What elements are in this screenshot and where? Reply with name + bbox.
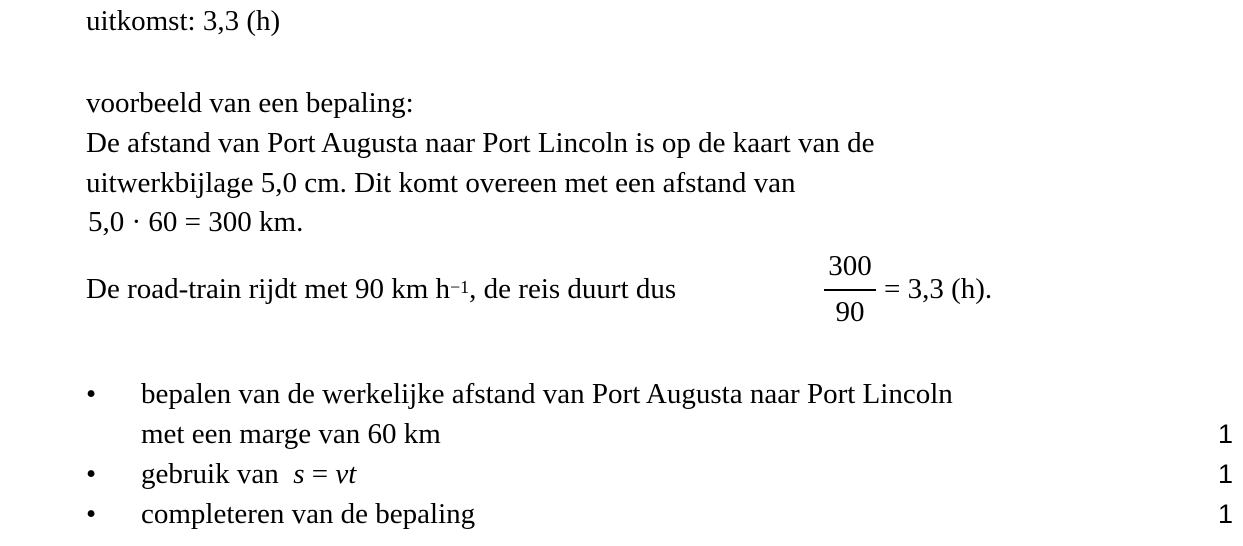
time-result: = 3,3 (h). bbox=[884, 273, 993, 305]
bullet-2: • bbox=[86, 458, 97, 490]
criterion-1-line-2: met een marge van 60 km bbox=[141, 418, 441, 450]
criterion-2-prefix: gebruik van bbox=[141, 458, 279, 490]
criterion-2-points: 1 bbox=[1217, 459, 1233, 489]
criterion-2 bbox=[141, 457, 356, 491]
criterion-1-points: 1 bbox=[1217, 419, 1233, 449]
criterion-3-points: 1 bbox=[1217, 499, 1233, 529]
example-text-line-1: De afstand van Port Augusta naar Port Lincoln is op de kaart van de bbox=[86, 127, 875, 159]
time-fraction bbox=[822, 249, 878, 333]
bullet-1: • bbox=[86, 378, 97, 410]
formula-equals: = bbox=[304, 458, 336, 490]
example-heading: voorbeeld van een bepaling: bbox=[86, 87, 414, 119]
formula-s: s bbox=[293, 458, 305, 490]
criterion-3: completeren van de bepaling bbox=[141, 498, 476, 530]
criterion-1-line-1: bepalen van de werkelijke afstand van Port Augusta naar Port Lincoln bbox=[141, 378, 953, 410]
distance-calculation: 5,0 · 60 = 300 km. bbox=[88, 206, 304, 238]
speed-sentence bbox=[86, 272, 676, 306]
speed-exponent: −1 bbox=[450, 277, 470, 297]
bullet-3: • bbox=[86, 498, 97, 530]
fraction-bar bbox=[824, 289, 876, 291]
speed-suffix: , de reis duurt dus bbox=[469, 273, 677, 305]
example-text-line-2: uitwerkbijlage 5,0 cm. Dit komt overeen met een afstand van bbox=[86, 167, 796, 199]
formula-vt: vt bbox=[335, 458, 357, 490]
outcome-line: uitkomst: 3,3 (h) bbox=[86, 5, 281, 37]
speed-prefix: De road-train rijdt met 90 km h bbox=[86, 273, 451, 305]
fraction-denominator: 90 bbox=[835, 296, 865, 328]
fraction-numerator: 300 bbox=[828, 250, 872, 282]
